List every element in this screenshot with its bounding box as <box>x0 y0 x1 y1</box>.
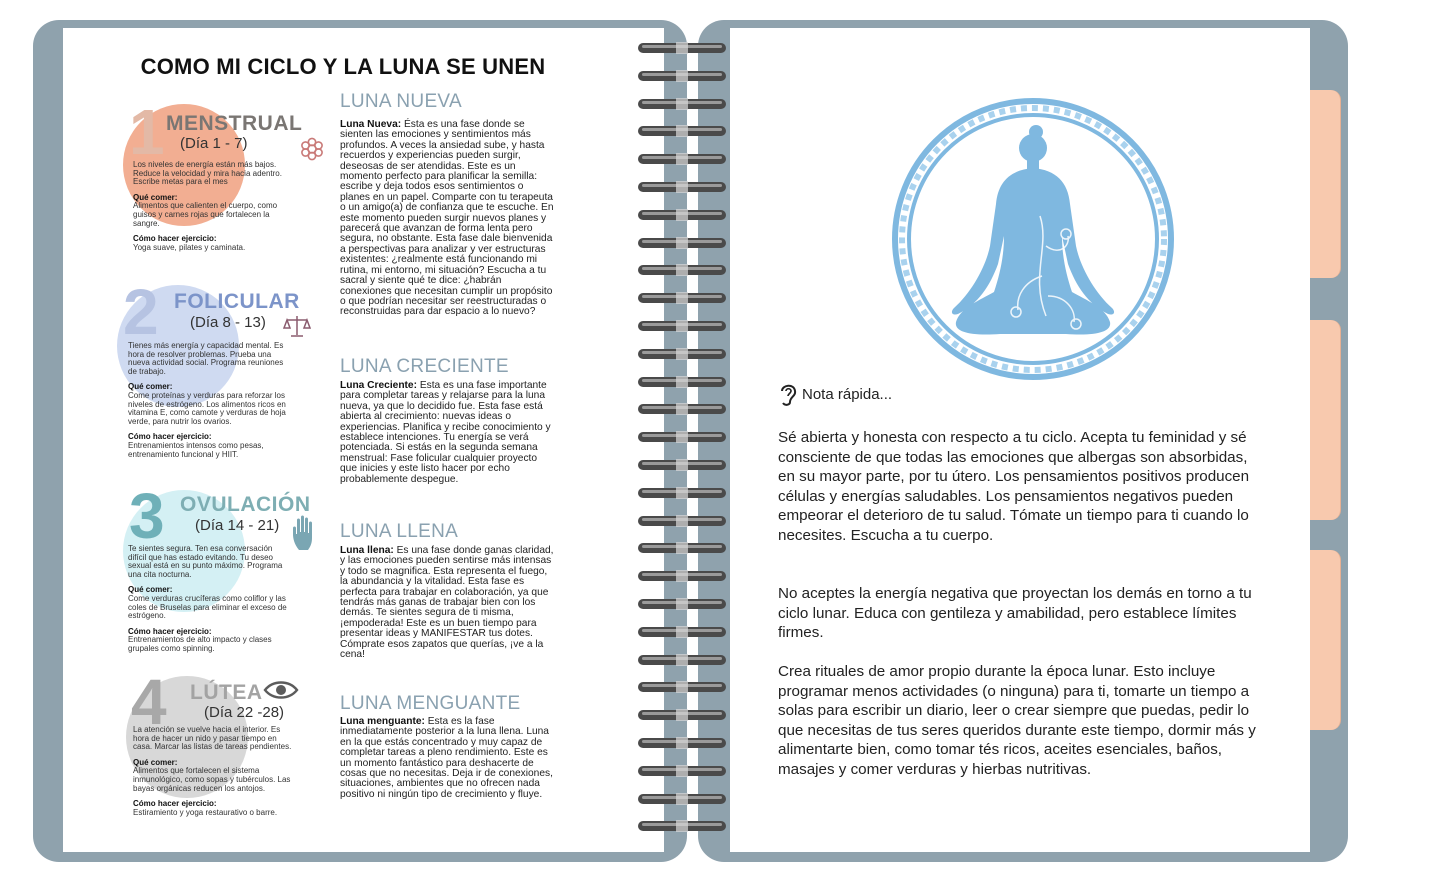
phase-name: LÚTEA <box>190 681 263 704</box>
food-label: Qué comer: <box>133 757 178 767</box>
moon-heading-creciente: LUNA CRECIENTE <box>340 356 509 377</box>
spiral-ring <box>636 374 728 390</box>
spiral-ring <box>636 68 728 84</box>
spiral-ring <box>636 652 728 668</box>
phase-days: (Día 8 - 13) <box>190 314 266 331</box>
moon-lead: Luna Creciente: <box>340 380 417 391</box>
spiral-ring <box>636 596 728 612</box>
lotus-icon <box>299 136 325 162</box>
moon-heading-menguante: LUNA MENGUANTE <box>340 693 521 714</box>
right-page <box>730 28 1310 852</box>
spiral-ring <box>636 679 728 695</box>
moon-text-nueva <box>340 120 554 318</box>
moon-lead: Luna menguante: <box>340 716 425 727</box>
spiral-ring <box>636 40 728 56</box>
spiral-ring <box>636 401 728 417</box>
phase-body <box>133 726 293 824</box>
spiral-ring <box>636 540 728 556</box>
phase-number: 1 <box>129 96 165 168</box>
spiral-ring <box>636 513 728 529</box>
left-page <box>63 28 664 852</box>
phase-description: Te sientes segura. Ten esa conversación difícil que has estado evitando. Tu deseo sexual está en su punto máximo. Programa una cita nocturna. <box>128 544 283 579</box>
food-text: Alimentos que fortalecen el sistema inmunológico, como sopas y tubérculos. Las bayas orgánicas reducen los antojos. <box>133 766 291 793</box>
exercise-label: Cómo hacer ejercicio: <box>128 432 212 442</box>
phase-days: (Día 1 - 7) <box>180 135 248 152</box>
phase-body <box>128 545 288 661</box>
moon-body: Ésta es una fase donde se sienten las emociones y sentimientos más profundos. A veces la ansiedad sube, y hasta recuerdos y experiencias pueden surgir, deseosas de ser atendidas. Este es un momento perfecto para planificar la semilla: escribe y deja todos esos sentimientos o planes en un papel. Comparte con tu terapeuta o un amigo(a) de confianza que te escuche. En este momento pueden surgir nuevos planes y parecerá que avanzan de forma lenta pero segura, no obstante. Esta fase dale bienvenida a perspectivas para analizar y ver estructuras existentes: ¿realmente está funcionando mi rutina, mi entorno, mi situación? Escucha a tu sacral y siente qué te dice: ¿habrán conexiones que necesitan cumplir un propósito o que podrían necesitar ser reestructuradas o reconstruidas para dar espacio a lo nuevo? <box>340 119 554 318</box>
exercise-label: Cómo hacer ejercicio: <box>133 234 217 244</box>
spiral-ring <box>636 791 728 807</box>
spiral-ring <box>636 207 728 223</box>
paragraph-3: Crea rituales de amor propio durante la época lunar. Esto incluye programar menos actividades (o ninguna) para ti, tomarte un tiempo a solas para escribir un diario, leer o crear siempre que puedas, pedir lo que necesitas de tus seres queridos durante este tiempo, dormir más y alimentarte bien, como tomar tés ricos, aceites esenciales, baños, masajes y comer verduras y hierbas nutritivas. <box>778 663 1256 778</box>
spiral-ring <box>636 457 728 473</box>
paragraph-1: Sé abierta y honesta con respecto a tu ciclo. Acepta tu feminidad y sé consciente de que todas las emociones que albergas son absorbidas, en su mayor parte, por tu útero. Los pensamientos positivos producen células y energías saludables. Los pensamientos negativos pueden empeorar el deterioro de tu salud. Tómate un tiempo para ti cuando lo necesites. Escucha a tu cuerpo. <box>778 429 1250 544</box>
moon-body: Esta es una fase importante para completar tareas y relajarse para la luna nueva, ya que lo decidido fue. Esta fase está abierta al crecimiento: nuevas ideas o experiencias. Planifica y recibe conocimiento y establece intenciones. Tu energía se verá potenciada. Si estás en la segunda semana menstrual: Fase folicular cualquier proyecto que inicies y este listo hacer por echo probablemente despegue. <box>340 380 551 485</box>
spiral-ring <box>636 290 728 306</box>
food-text: Come verduras crucíferas como coliflor y las coles de Bruselas para eliminar el exceso de estrógeno. <box>128 593 287 621</box>
spiral-ring <box>636 96 728 112</box>
exercise-label: Cómo hacer ejercicio: <box>133 799 217 809</box>
eye-icon <box>263 680 299 700</box>
scales-icon <box>283 314 311 338</box>
spiral-ring <box>636 707 728 723</box>
spiral-ring <box>636 179 728 195</box>
food-label: Qué comer: <box>128 585 173 595</box>
food-label: Qué comer: <box>128 382 173 392</box>
phase-days: (Día 14 - 21) <box>195 517 280 534</box>
moon-text-creciente <box>340 381 554 485</box>
hand-icon <box>291 514 317 552</box>
exercise-text: Entrenamientos intensos como pesas, entrenamiento funcional y HIIT. <box>128 440 264 459</box>
spiral-ring <box>636 818 728 834</box>
phase-name: MENSTRUAL <box>166 112 303 135</box>
phase-number: 3 <box>129 480 165 552</box>
spiral-ring <box>636 763 728 779</box>
meditation-figure <box>890 96 1176 382</box>
exercise-label: Cómo hacer ejercicio: <box>128 626 212 636</box>
spiral-ring <box>636 735 728 751</box>
exercise-text: Yoga suave, pilates y caminata. <box>133 242 246 252</box>
spiral-ring <box>636 346 728 362</box>
spiral-ring <box>636 429 728 445</box>
food-text: Come proteínas y verduras para reforzar los niveles de estrógeno. Los alimentos ricos en vitamina E, como camote y verduras de hoja verde, para nutrir los ovarios. <box>128 390 286 426</box>
exercise-text: Estiramiento y yoga restaurativo o barre. <box>133 807 278 817</box>
spiral-ring <box>636 262 728 278</box>
moon-text-menguante <box>340 717 554 800</box>
phase-body <box>128 342 288 466</box>
moon-body: Es una fase donde ganas claridad, y las emociones pueden sentirse más intensas y todo se magnifica. Esta representa el fuego, la abundancia y la vitalidad. Esta fase es perfecta para trabajar en colaboración, ya que tendrás más ganas de trabajar bien con los demás. Te sientes segura de ti misma, ¡empoderada! Este es un buen tiempo para presentar ideas y MANIFESTAR tus dotes. Cómprate esos zapatos que querías, ¡ve a la cena! <box>340 545 554 661</box>
moon-body: Esta es la fase inmediatamente posterior a la luna llena. Luna en la que estás concentrado y muy capaz de completar tareas a pleno rendimiento. Este es un momento fantástico para deshacerte de cosas que no necesitas. Deja ir de conexiones, situaciones, ambientes que no ofrecen nada positivo ni ningún tipo de crecimiento y fluye. <box>340 716 553 800</box>
phase-name: FOLICULAR <box>174 290 300 313</box>
phase-days: (Día 22 -28) <box>204 704 285 721</box>
page-title: COMO MI CICLO Y LA LUNA SE UNEN <box>140 54 546 79</box>
exercise-text: Entrenamientos de alto impacto y clases grupales como spinning. <box>128 635 272 653</box>
food-label: Qué comer: <box>133 192 178 202</box>
moon-text-llena <box>340 546 554 660</box>
moon-lead: Luna Nueva: <box>340 119 402 130</box>
moon-heading-nueva: LUNA NUEVA <box>340 91 462 112</box>
moon-lead: Luna llena: <box>340 545 394 556</box>
ear-icon <box>778 382 798 406</box>
phase-description: Tienes más energía y capacidad mental. Es hora de resolver problemas. Prueba una nueva actividad social. Programa reuniones de trabajo. <box>128 341 284 376</box>
spiral-ring <box>636 151 728 167</box>
phase-name: OVULACIÓN <box>180 493 311 516</box>
spiral-ring <box>636 485 728 501</box>
spiral-ring <box>636 235 728 251</box>
phase-number: 4 <box>131 666 167 738</box>
phase-description: Los niveles de energía están más bajos. Reduce la velocidad y mira hacia adentro. Escribe metas para el mes <box>133 160 282 187</box>
phase-body <box>133 161 293 259</box>
phase-number: 2 <box>123 276 159 348</box>
nota-rapida-label: Nota rápida... <box>802 386 893 403</box>
moon-heading-llena: LUNA LLENA <box>340 521 459 542</box>
phase-description: La atención se vuelve hacia el interior. Es hora de hacer un nido y pasar tiempo en casa. Marcar las listas de tareas pendientes. <box>133 725 292 752</box>
spiral-ring <box>636 624 728 640</box>
spiral-ring <box>636 318 728 334</box>
food-text: Alimentos que calienten el cuerpo, como guisos y carnes rojas que fortalecen la sangre. <box>133 201 278 228</box>
spiral-ring <box>636 123 728 139</box>
paragraph-2: No aceptes la energía negativa que proyectan los demás en torno a tu ciclo lunar. Educa con gentileza y amabilidad, pero establece límites firmes. <box>778 585 1252 641</box>
spiral-ring <box>636 568 728 584</box>
